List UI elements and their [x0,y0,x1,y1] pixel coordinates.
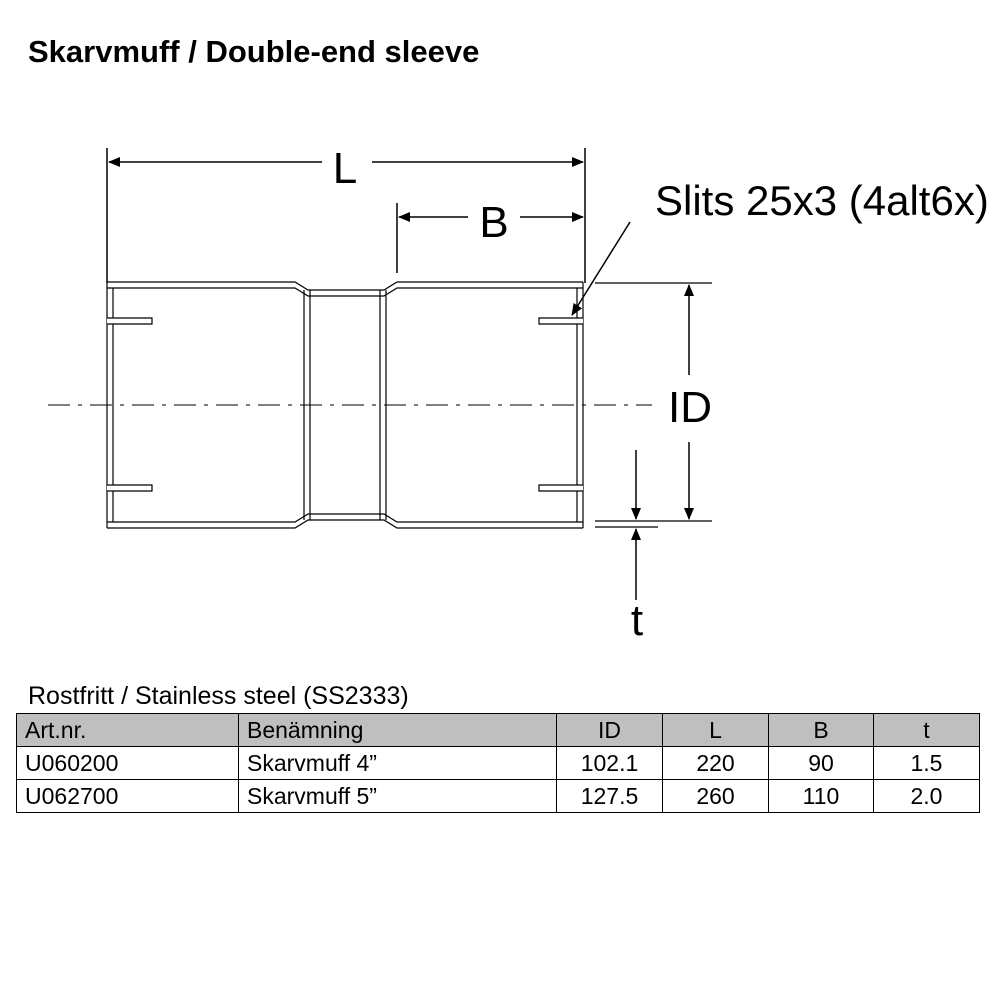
dim-ID-label: ID [668,383,712,432]
spec-table [16,713,980,813]
slits-note [572,177,989,315]
cell-id: 102.1 [557,747,663,780]
dimension-L [107,144,585,283]
cell-l: 260 [663,780,769,813]
dim-t-label: t [630,596,644,645]
cell-t: 1.5 [874,747,980,780]
cell-id: 127.5 [557,780,663,813]
header-t: t [874,714,980,747]
header-id: ID [557,714,663,747]
dim-L-label: L [332,144,358,193]
cell-benamning: Skarvmuff 4” [239,747,557,780]
cell-benamning: Skarvmuff 5” [239,780,557,813]
page-title: Skarvmuff / Double-end sleeve [28,34,480,69]
cell-b: 90 [769,747,874,780]
table-header-row [17,714,980,747]
table-row [17,747,980,780]
cell-l: 220 [663,747,769,780]
cell-t: 2.0 [874,780,980,813]
slits-label: Slits 25x3 (4alt6x) [655,177,989,224]
header-b: B [769,714,874,747]
table-row [17,780,980,813]
cell-art-nr: U060200 [17,747,239,780]
header-l: L [663,714,769,747]
dimension-t [595,450,658,645]
dim-B-label: B [479,198,509,247]
dimension-B [397,198,583,273]
dimension-ID [595,283,712,521]
material-caption: Rostfritt / Stainless steel (SS2333) [28,682,409,710]
header-benamning: Benämning [239,714,557,747]
cell-art-nr: U062700 [17,780,239,813]
cell-b: 110 [769,780,874,813]
header-art-nr: Art.nr. [17,714,239,747]
